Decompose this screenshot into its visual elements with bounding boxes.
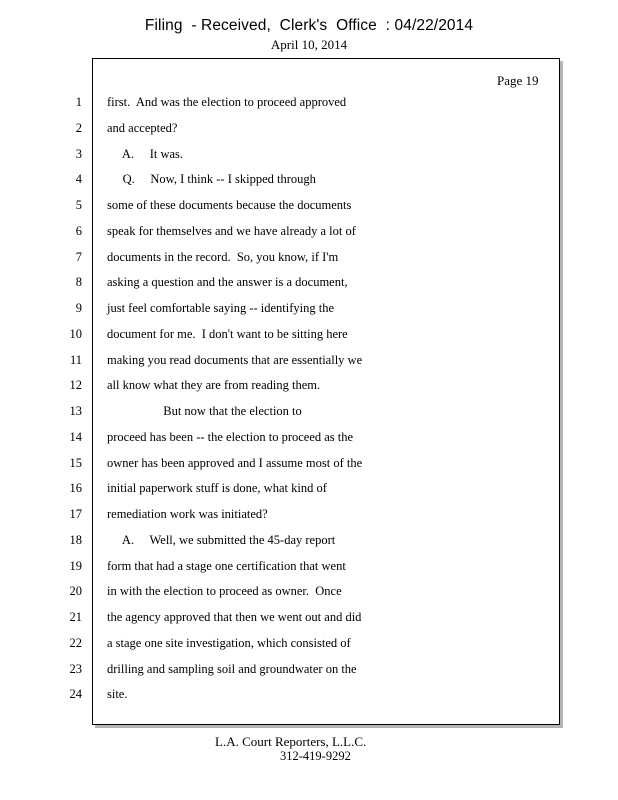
line-number: 3 — [75, 146, 82, 161]
transcript-line: proceed has been -- the election to proceed as the — [107, 429, 354, 444]
line-number: 20 — [69, 584, 82, 599]
reporter-company: L.A. Court Reporters, L.L.C. — [215, 734, 367, 749]
transcript-line: making you read documents that are essentially we — [107, 352, 363, 367]
line-number: 9 — [75, 301, 82, 315]
transcript-line: asking a question and the answer is a document, — [107, 275, 348, 290]
line-number: 22 — [69, 635, 82, 650]
transcript-line: site. — [107, 687, 128, 702]
transcript-line: Q. Now, I think -- I skipped through — [107, 172, 316, 187]
line-number: 23 — [69, 661, 82, 676]
line-number: 4 — [75, 172, 82, 187]
transcript-line: documents in the record. So, you know, if I'm — [107, 249, 339, 264]
transcript-line: first. And was the election to proceed approved — [107, 95, 347, 109]
transcript-line: some of these documents because the documents — [107, 198, 352, 212]
transcript-line: and accepted? — [107, 120, 178, 135]
line-number: 2 — [75, 120, 82, 135]
line-number: 6 — [75, 223, 82, 238]
line-number: 21 — [69, 610, 82, 624]
line-number: 15 — [69, 455, 82, 470]
filing-stamp: Filing - Received, Clerk's Office : 04/22/2014 — [144, 17, 474, 34]
transcript-line: initial paperwork stuff is done, what kind of — [107, 481, 327, 496]
transcript-line: owner has been approved and I assume most of the — [107, 455, 363, 470]
page-number: Page 19 — [497, 73, 539, 88]
transcript-line: A. Well, we submitted the 45-day report — [107, 532, 336, 547]
transcript-line: a stage one site investigation, which consisted of — [107, 635, 351, 650]
line-number: 8 — [75, 275, 82, 290]
line-number: 17 — [69, 507, 82, 521]
transcript-line: all know what they are from reading them. — [107, 378, 321, 393]
line-number: 18 — [69, 532, 82, 547]
line-number: 12 — [69, 378, 82, 393]
transcript-line: form that had a stage one certification that went — [107, 558, 346, 573]
line-number: 7 — [75, 249, 82, 264]
line-number: 14 — [69, 429, 82, 444]
line-number: 13 — [69, 404, 82, 418]
line-number: 5 — [75, 198, 82, 212]
transcript-line: A. It was. — [107, 146, 184, 161]
line-number: 10 — [69, 326, 82, 341]
line-number: 11 — [69, 352, 82, 367]
line-number: 16 — [69, 481, 82, 496]
transcript-line: just feel comfortable saying -- identifying the — [107, 301, 335, 315]
transcript-line: But now that the election to — [107, 404, 302, 418]
reporter-phone: 312-419-9292 — [280, 749, 351, 763]
line-number: 19 — [69, 558, 82, 573]
transcript-date: April 10, 2014 — [270, 37, 348, 52]
transcript-line: the agency approved that then we went out and did — [107, 610, 362, 624]
line-number: 24 — [69, 687, 82, 702]
transcript-line: remediation work was initiated? — [107, 507, 268, 521]
transcript-line: document for me. I don't want to be sitting here — [107, 326, 348, 341]
transcript-line: speak for themselves and we have already a lot of — [107, 223, 356, 238]
transcript-line: drilling and sampling soil and groundwater on the — [107, 661, 357, 676]
line-number: 1 — [75, 95, 82, 109]
transcript-line: in with the election to proceed as owner. Once — [107, 584, 342, 599]
